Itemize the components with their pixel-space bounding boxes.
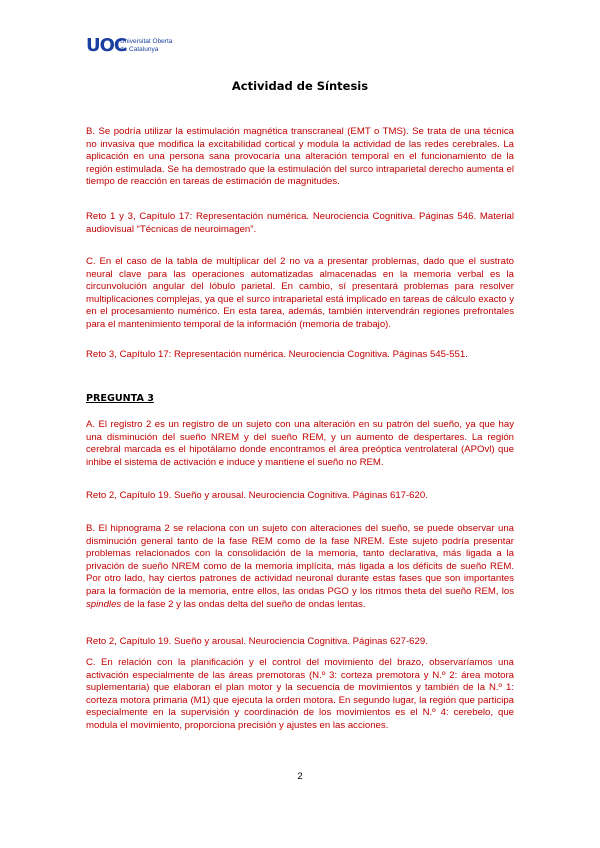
answer-3b-text (86, 523, 514, 611)
answer-c-paragraph (86, 256, 514, 332)
reference-3 (86, 490, 514, 503)
logo-line-2: de Catalunya (120, 46, 159, 53)
answer-3b-italic-term: spindles (86, 598, 122, 610)
uoc-logo (86, 36, 178, 56)
logo-line-1: Universitat Oberta (120, 38, 173, 45)
answer-3b-paragraph (86, 523, 514, 611)
reference-1 (86, 211, 514, 236)
logo-mark: UOC (86, 35, 127, 56)
answer-b-text: B. Se podría utilizar la estimulación magnética transcraneal (EMT o TMS). Se trata de una técnica no invasiva que modifica la excitabilidad cortical y modula la actividad de las redes cerebrales. La aplicación en una persona sana provocaría una alteración temporal en el funcionamiento de la región estimulada. Se ha demostrado que la estimulación del surco intraparietal derecho aumenta el tiempo de reacción en tareas de estimación de magnitudes. (86, 126, 514, 188)
section-heading-pregunta-3: PREGUNTA 3 (86, 393, 154, 404)
answer-3a-text: A. El registro 2 es un registro de un sujeto con una alteración en su patrón del sueño, ya que hay una disminución del sueño NREM y del sueño REM, y un aumento de despertares. La región cerebral marcada es el hipotálamo donde encontramos el área preóptica ventrolateral (APOvl) que inhibe el sistema de activación e induce y mantiene el sueño no REM. (86, 419, 514, 468)
reference-2-text: Reto 3, Capítulo 17: Representación numérica. Neurociencia Cognitiva. Páginas 545-551. (86, 349, 468, 360)
answer-3b-text-part1: B. El hipnograma 2 se relaciona con un sujeto con alteraciones del sueño, se puede observar una disminución general tanto de la fase REM como de la fase NREM. Este sujeto podría presentar problemas relacionados con la consolidación de la memoria, tanto declarativa, más ligada a la privación de sueño NREM como de la memoria implícita, más ligada a los déficits de sueño REM. Por otro lado, hay ciertos patrones de actividad neuronal durante estas fases que son importantes para la formación de la memoria, entre ellos, las ondas PGO y los ritmos theta del sueño REM, los (86, 523, 514, 597)
answer-c-text: C. En el caso de la tabla de multiplicar del 2 no va a presentar problemas, dado que el sustrato neural clave para las operaciones automatizadas almacenadas en la memoria verbal es la circunvolución angular del lóbulo parietal. En cambio, sí presentará problemas para resolver multiplicaciones complejas, ya que el surco intraparietal está implicado en tareas de cálculo exacto y en el procesamiento numérico. En esta tarea, además, también intervendrán regiones prefrontales para el mantenimiento temporal de la información (memoria de trabajo). (86, 256, 514, 330)
page-title: Actividad de Síntesis (231, 79, 369, 93)
answer-b-paragraph (86, 126, 514, 189)
reference-2 (86, 349, 514, 362)
reference-4 (86, 636, 514, 649)
reference-3-text: Reto 2, Capítulo 19. Sueño y arousal. Neurociencia Cognitiva. Páginas 617-620. (86, 490, 428, 501)
reference-4-text: Reto 2, Capítulo 19. Sueño y arousal. Neurociencia Cognitiva. Páginas 627-629. (86, 636, 428, 647)
answer-3c-text: C. En relación con la planificación y el control del movimiento del brazo, observaríamos una activación especialmente de las áreas premotoras (N.º 3: corteza premotora y N.º 2: área motora suplementaria) que elaboran el plan motor y la secuencia de movimientos y también de la N.º 1: corteza motora primaria (M1) que ejecuta la orden motora. En segundo lugar, la región que participa especialmente en la supervisión y coordinación de los movimientos es el N.º 4: cerebelo, que modula el movimiento, proporciona precisión y ajustes en las acciones. (86, 657, 514, 731)
answer-3c-paragraph (86, 657, 514, 733)
answer-3a-paragraph (86, 419, 514, 469)
reference-1-text: Reto 1 y 3, Capítulo 17: Representación numérica. Neurociencia Cognitiva. Páginas 546. Material audiovisual “Técnicas de neuroimagen”. (86, 211, 514, 235)
logo-text (120, 38, 172, 54)
answer-3b-text-part2: de la fase 2 y las ondas delta del sueño de ondas lentas. (121, 598, 366, 610)
page-number: 2 (297, 771, 303, 782)
